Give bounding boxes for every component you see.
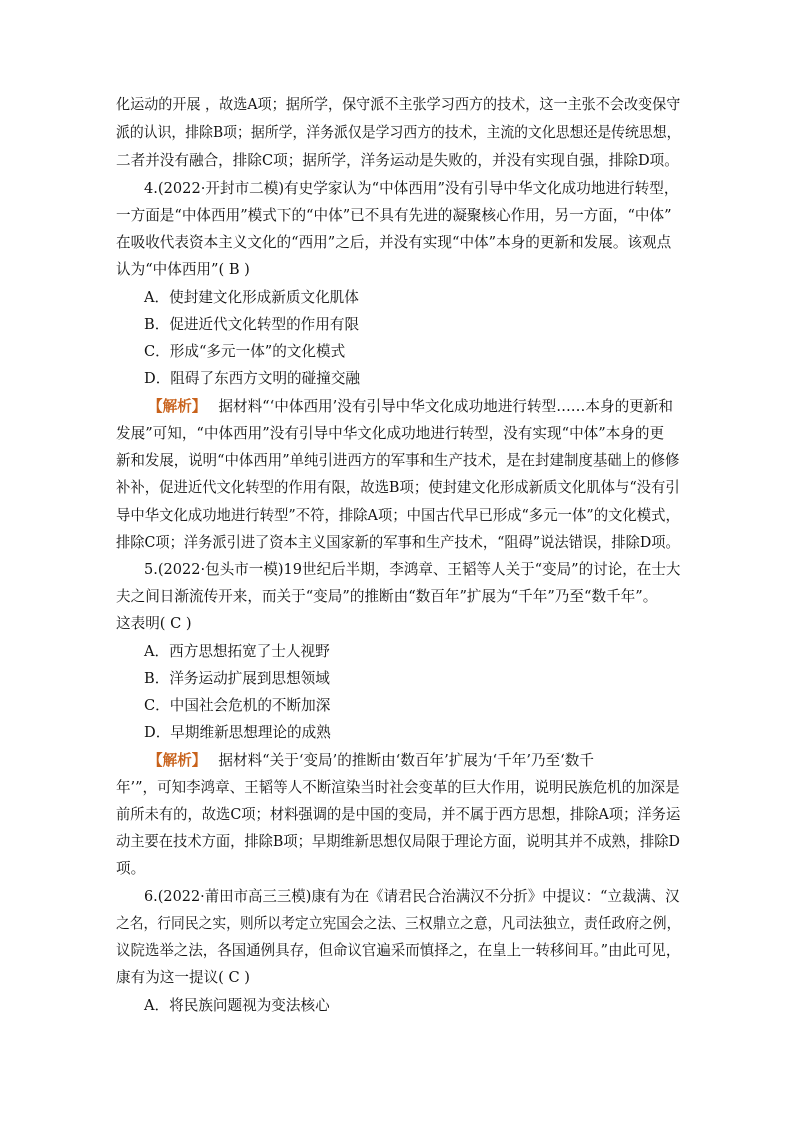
text-line: 夫之间日渐流传开来，而关于“变局”的推断由“数百年”扩展为“千年”乃至“数千年”。 <box>116 588 658 605</box>
text-line: 补补，促进近代文化转型的作用有限，故选B项；使封建文化形成新质文化肌体与“没有引 <box>116 479 680 496</box>
option-d: D．早期维新思想理论的成熟 <box>144 724 331 741</box>
text-line: 这表明( C ) <box>116 615 192 632</box>
question-stem: 6.(2022·莆田市高三三模)康有为在《请君民合治满汉不分折》中提议：“立裁满、汉 <box>144 888 680 905</box>
text-line: 认为“中体西用”( B ) <box>116 261 250 278</box>
option-a: A．西方思想拓宽了士人视野 <box>144 643 330 660</box>
analysis-tag: 【解析】 <box>148 398 207 415</box>
option-a: A．使封建文化形成新质文化肌体 <box>144 289 359 306</box>
text-line: 前所未有的，故选C项；材料强调的是中国的变局，并不属于西方思想，排除A项；洋务运 <box>116 806 681 823</box>
option-a: A．将民族问题视为变法核心 <box>144 997 330 1014</box>
text-line: 动主要在技术方面，排除B项；早期维新思想仅局限于理论方面，说明其并不成熟，排除D <box>116 833 680 850</box>
text-line: 导中华文化成功地进行转型”不符，排除A项；中国古代早已形成“多元一体”的文化模式， <box>116 507 680 524</box>
text-line: 年’”，可知李鸿章、王韬等人不断渲染当时社会变革的巨大作用，说明民族危机的加深是 <box>116 779 680 796</box>
text-line: 派的认识，排除B项；据所学，洋务派仅是学习西方的技术，主流的文化思想还是传统思想， <box>116 124 681 141</box>
text-line: 康有为这一提议( C ) <box>116 969 250 986</box>
option-c: C．中国社会危机的不断加深 <box>144 697 331 714</box>
option-b: B．洋务运动扩展到思想领域 <box>144 670 330 687</box>
text-line: 项。 <box>116 860 146 877</box>
analysis-line <box>144 398 673 416</box>
text-line: 化运动的开展 ，故选A项；据所学，保守派不主张学习西方的技术，这一主张不会改变保守 <box>116 96 681 113</box>
analysis-line <box>144 752 594 770</box>
text-line: 新和发展，说明“中体西用”单纯引进西方的军事和生产技术，是在封建制度基础上的修修 <box>116 452 680 469</box>
text-line: 在吸收代表资本主义文化的“西用”之后，并没有实现“中体”本身的更新和发展。该观点 <box>116 234 672 251</box>
option-d: D．阻碍了东西方文明的碰撞交融 <box>144 370 361 387</box>
analysis-tag: 【解析】 <box>148 752 207 769</box>
question-stem: 5.(2022·包头市一模)19世纪后半期，李鸿章、王韬等人关于“变局”的讨论，在士大 <box>144 561 681 578</box>
option-c: C．形成“多元一体”的文化模式 <box>144 343 346 360</box>
text-line: 之名，行同民之实，则所以考定立宪国会之法、三权鼎立之意，凡司法独立，责任政府之例， <box>116 915 681 932</box>
text-line: 发展”可知，“中体西用”没有引导中华文化成功地进行转型，没有实现“中体”本身的更 <box>116 425 665 442</box>
text-line: 二者并没有融合，排除C项；据所学，洋务运动是失败的，并没有实现自强，排除D项。 <box>116 152 679 169</box>
text-line: 一方面是“中体西用”模式下的“中体”已不具有先进的凝聚核心作用，另一方面，“中体” <box>116 207 672 224</box>
text-line: 议院选举之法，各国通例具存，但命议官遍采而慎择之，在皇上一转移间耳。”由此可见， <box>116 942 681 959</box>
text-line: 排除C项；洋务派引进了资本主义国家新的军事和生产技术，“阻碍”说法错误，排除D项。 <box>116 534 680 551</box>
analysis-text: 据材料“关于‘变局’的推断由‘数百年’扩展为‘千年’乃至‘数千 <box>218 752 594 769</box>
analysis-text: 据材料“‘中体西用’没有引导中华文化成功地进行转型……本身的更新和 <box>218 398 673 415</box>
option-b: B．促进近代文化转型的作用有限 <box>144 316 360 333</box>
question-stem: 4.(2022·开封市二模)有史学家认为“中体西用”没有引导中华文化成功地进行转型， <box>144 180 679 197</box>
